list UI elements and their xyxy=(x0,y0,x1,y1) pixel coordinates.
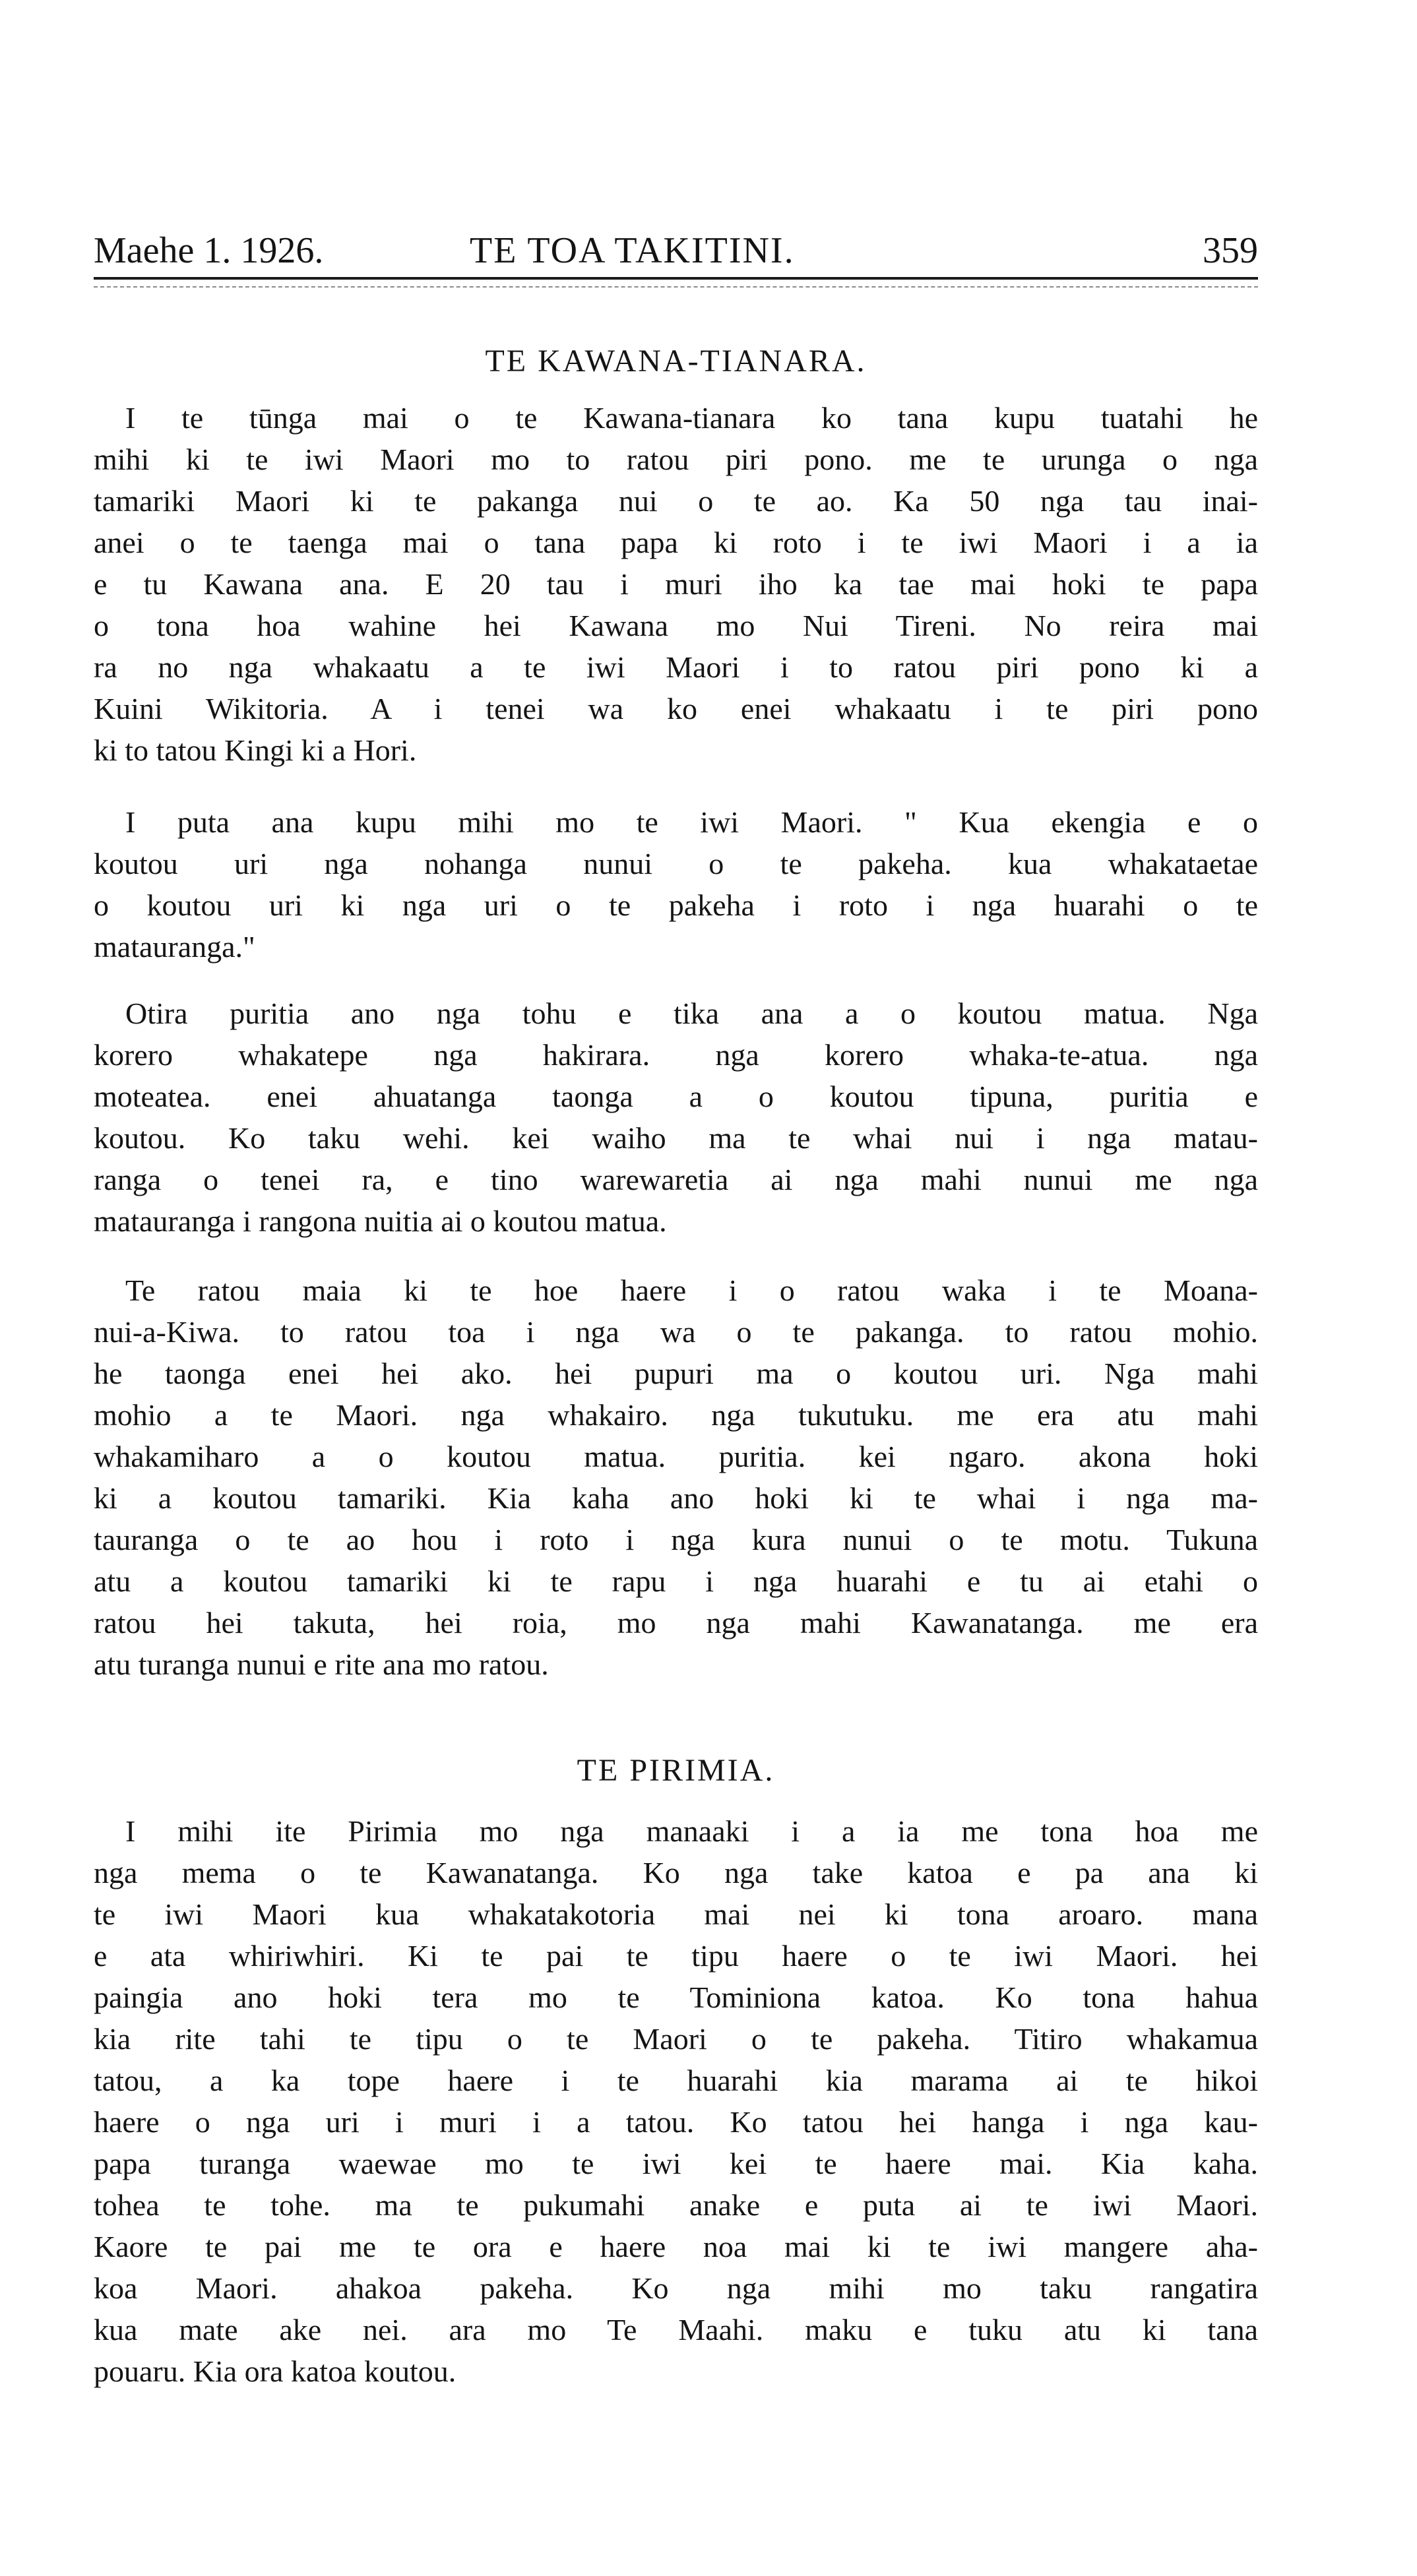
page-number: 359 xyxy=(1203,230,1258,271)
publication-title: TE TOA TAKITINI. xyxy=(470,230,795,271)
text-line: matauranga i rangona nuitia ai o koutou matua. xyxy=(94,1204,667,1238)
text-line: ki a koutou tamariki. Kia kaha ano hoki ki te whai i nga ma- xyxy=(94,1481,1258,1515)
text-line: koa Maori. ahakoa pakeha. Ko nga mihi mo taku rangatira xyxy=(94,2271,1258,2305)
text-line: te iwi Maori kua whakatakotoria mai nei ki tona aroaro. mana xyxy=(94,1897,1258,1931)
paragraph xyxy=(94,1270,1258,1685)
text-line: mohio a te Maori. nga whakairo. nga tukutuku. me era atu mahi xyxy=(94,1398,1258,1432)
paragraph xyxy=(94,993,1258,1242)
text-line: Kuini Wikitoria. A i tenei wa ko enei whakaatu i te piri pono xyxy=(94,692,1258,725)
text-line: anei o te taenga mai o tana papa ki roto i te iwi Maori i a ia xyxy=(94,526,1258,559)
text-line: I mihi ite Pirimia mo nga manaaki i a ia me tona hoa me xyxy=(125,1814,1258,1848)
text-line: o tona hoa wahine hei Kawana mo Nui Tireni. No reira mai xyxy=(94,609,1258,642)
text-line: kia rite tahi te tipu o te Maori o te pakeha. Titiro whakamua xyxy=(94,2022,1258,2056)
paragraph xyxy=(94,801,1258,967)
text-line: pouaru. Kia ora katoa koutou. xyxy=(94,2354,457,2388)
text-line: haere o nga uri i muri i a tatou. Ko tatou hei hanga i nga kau- xyxy=(94,2105,1258,2139)
text-line: matauranga." xyxy=(94,930,255,964)
text-line: Otira puritia ano nga tohu e tika ana a o koutou matua. Nga xyxy=(125,997,1258,1030)
paragraph xyxy=(94,1810,1258,2392)
text-line: tatou, a ka tope haere i te huarahi kia marama ai te hikoi xyxy=(94,2064,1258,2097)
text-line: tamariki Maori ki te pakanga nui o te ao. Ka 50 nga tau inai- xyxy=(94,484,1258,518)
text-line: atu a koutou tamariki ki te rapu i nga huarahi e tu ai etahi o xyxy=(94,1564,1258,1598)
running-header xyxy=(94,224,1258,277)
text-line: he taonga enei hei ako. hei pupuri ma o koutou uri. Nga mahi xyxy=(94,1357,1258,1390)
text-line: korero whakatepe nga hakirara. nga korero whaka-te-atua. nga xyxy=(94,1038,1258,1072)
text-line: Te ratou maia ki te hoe haere i o ratou waka i te Moana- xyxy=(125,1273,1258,1307)
text-line: ranga o tenei ra, e tino warewaretia ai nga mahi nunui me nga xyxy=(94,1163,1258,1196)
text-line: atu turanga nunui e rite ana mo ratou. xyxy=(94,1647,549,1681)
text-line: ratou hei takuta, hei roia, mo nga mahi Kawanatanga. me era xyxy=(94,1606,1258,1640)
paragraph xyxy=(94,397,1258,771)
text-line: paingia ano hoki tera mo te Tominiona katoa. Ko tona hahua xyxy=(94,1980,1258,2014)
header-rule xyxy=(94,277,1258,280)
text-line: e ata whiriwhiri. Ki te pai te tipu haere o te iwi Maori. hei xyxy=(94,1939,1258,1973)
section-title-kawana-tianara: TE KAWANA-TIANARA. xyxy=(485,344,867,379)
text-line: ki to tatou Kingi ki a Hori. xyxy=(94,733,417,767)
text-line: e tu Kawana ana. E 20 tau i muri iho ka tae mai hoki te papa xyxy=(94,567,1258,601)
text-line: nui-a-Kiwa. to ratou toa i nga wa o te pakanga. to ratou mohio. xyxy=(94,1315,1258,1349)
text-line: ra no nga whakaatu a te iwi Maori i to ratou piri pono ki a xyxy=(94,650,1258,684)
text-line: o koutou uri ki nga uri o te pakeha i roto i nga huarahi o te xyxy=(94,888,1258,922)
header-rule-secondary xyxy=(94,286,1258,288)
section-title-pirimia: TE PIRIMIA. xyxy=(577,1753,775,1788)
text-line: koutou uri nga nohanga nunui o te pakeha. kua whakataetae xyxy=(94,847,1258,880)
text-line: I te tūnga mai o te Kawana-tianara ko tana kupu tuatahi he xyxy=(125,401,1258,435)
text-line: papa turanga waewae mo te iwi kei te haere mai. Kia kaha. xyxy=(94,2147,1258,2180)
text-line: whakamiharo a o koutou matua. puritia. kei ngaro. akona hoki xyxy=(94,1440,1258,1473)
text-line: moteatea. enei ahuatanga taonga a o koutou tipuna, puritia e xyxy=(94,1080,1258,1113)
text-line: koutou. Ko taku wehi. kei waiho ma te whai nui i nga matau- xyxy=(94,1121,1258,1155)
header-date: Maehe 1. 1926. xyxy=(94,230,324,271)
text-line: mihi ki te iwi Maori mo to ratou piri pono. me te urunga o nga xyxy=(94,443,1258,476)
text-line: I puta ana kupu mihi mo te iwi Maori. " Kua ekengia e o xyxy=(125,805,1258,839)
text-line: kua mate ake nei. ara mo Te Maahi. maku e tuku atu ki tana xyxy=(94,2313,1258,2346)
text-line: tohea te tohe. ma te pukumahi anake e puta ai te iwi Maori. xyxy=(94,2188,1258,2222)
text-line: tauranga o te ao hou i roto i nga kura nunui o te motu. Tukuna xyxy=(94,1523,1258,1556)
text-line: nga mema o te Kawanatanga. Ko nga take katoa e pa ana ki xyxy=(94,1856,1258,1889)
text-line: Kaore te pai me te ora e haere noa mai ki te iwi mangere aha- xyxy=(94,2230,1258,2263)
